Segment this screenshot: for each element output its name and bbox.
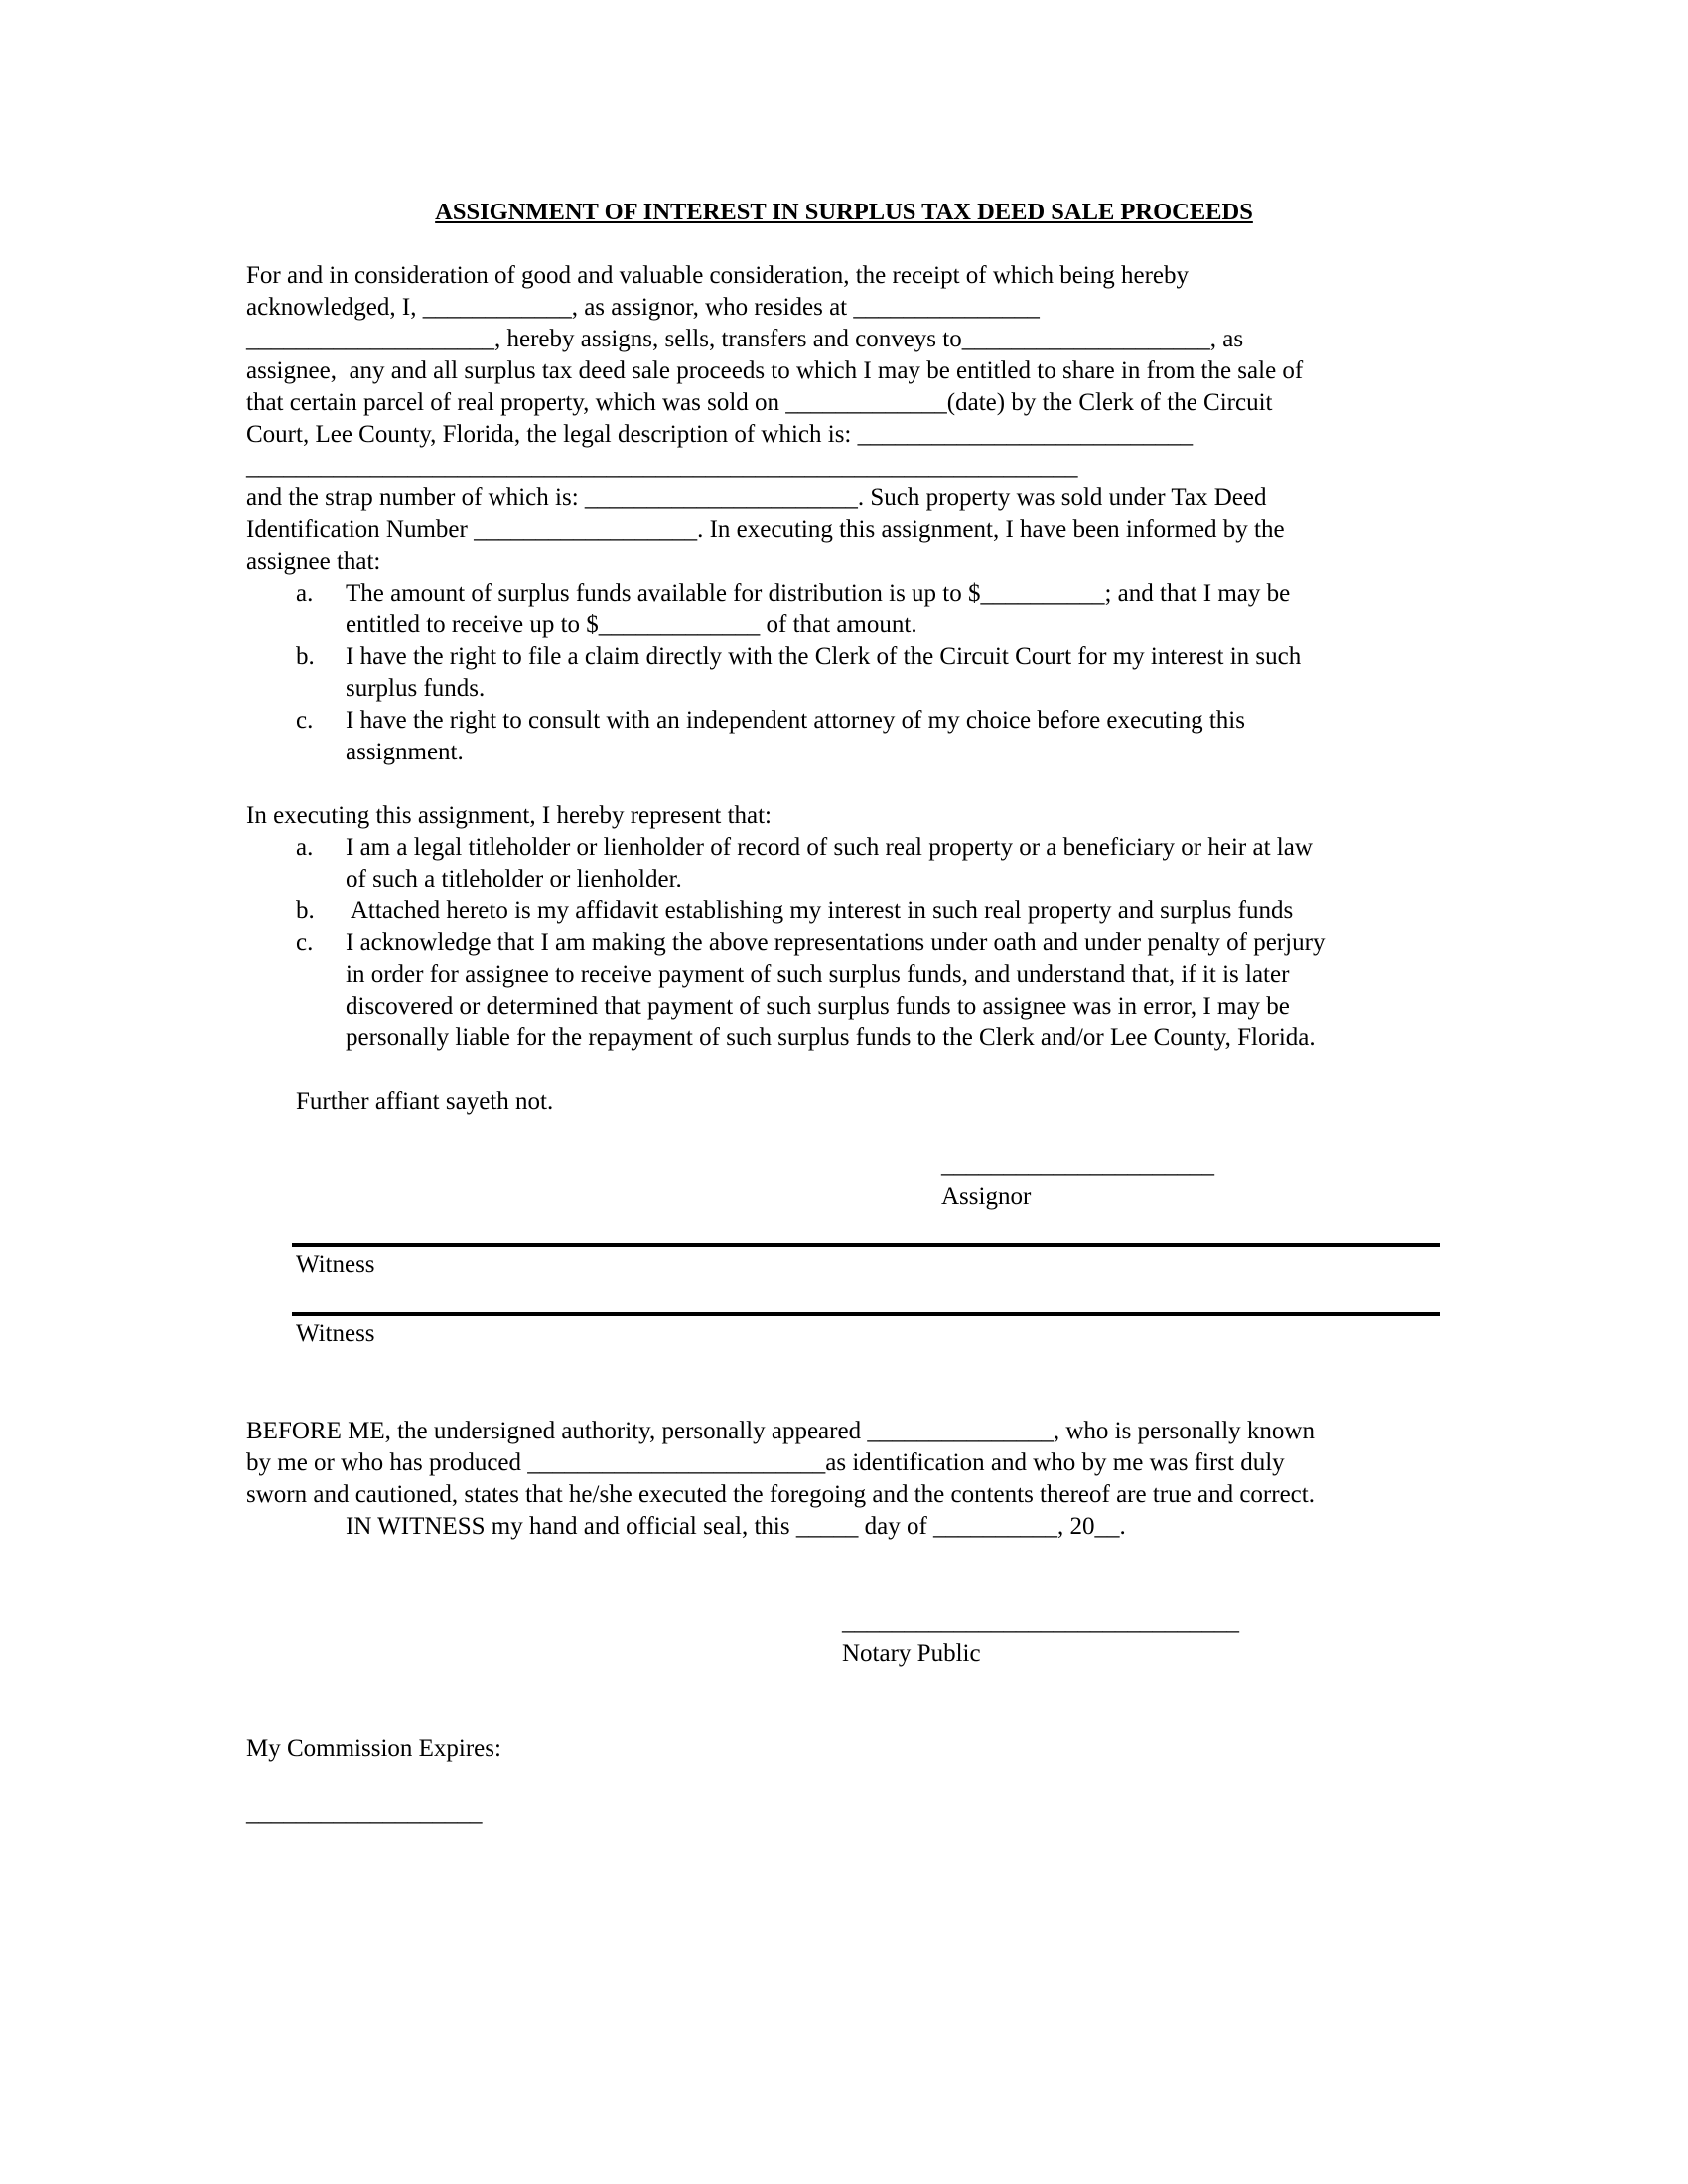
witness-label: Witness	[296, 1251, 375, 1278]
further-affiant: Further affiant sayeth not.	[296, 1088, 554, 1115]
list-item-line: Attached hereto is my affidavit establishing my interest in such real property and surplus funds	[346, 897, 1294, 924]
intro-line: Court, Lee County, Florida, the legal description of which is: ___________________________	[246, 421, 1194, 448]
list-item-line: surplus funds.	[346, 675, 486, 702]
list-item-line: personally liable for the repayment of such surplus funds to the Clerk and/or Lee County, Florida.	[346, 1024, 1316, 1051]
intro-line: Identification Number __________________. In executing this assignment, I have been informed by the	[246, 516, 1285, 543]
list-marker: b.	[296, 897, 315, 924]
list-item-line: I am a legal titleholder or lienholder of record of such real property or a beneficiary or heir at law	[346, 834, 1313, 861]
list-marker: c.	[296, 707, 314, 734]
intro-line: assignee that:	[246, 548, 381, 575]
witness-label: Witness	[296, 1320, 375, 1347]
intro-line: that certain parcel of real property, which was sold on _____________(date) by the Clerk of the Circuit	[246, 389, 1273, 416]
intro-line: For and in consideration of good and valuable consideration, the receipt of which being hereby	[246, 262, 1190, 289]
intro-line: and the strap number of which is: ______________________. Such property was sold under Tax Deed	[246, 484, 1267, 511]
intro-line: acknowledged, I, ____________, as assignor, who resides at _______________	[246, 294, 1040, 321]
list-item-line: I have the right to consult with an independent attorney of my choice before executing this	[346, 707, 1245, 734]
list-item-line: I acknowledge that I am making the above representations under oath and under penalty of perjury	[346, 929, 1326, 956]
list-item-line: The amount of surplus funds available for distribution is up to $__________; and that I may be	[346, 580, 1291, 607]
commission-line: ___________________	[246, 1799, 483, 1826]
notary-text-line: BEFORE ME, the undersigned authority, personally appeared _______________, who is personally known	[246, 1418, 1315, 1444]
notary-text-line: sworn and cautioned, states that he/she executed the foregoing and the contents thereof are true and correct.	[246, 1481, 1315, 1508]
list-item-line: in order for assignee to receive payment of such surplus funds, and understand that, if it is later	[346, 961, 1290, 988]
list-marker: b.	[296, 643, 315, 670]
list-item-line: I have the right to file a claim directly with the Clerk of the Circuit Court for my interest in such	[346, 643, 1302, 670]
assignor-signature-line: ______________________	[941, 1152, 1214, 1178]
witness-signature-line	[292, 1243, 1440, 1247]
list-marker: c.	[296, 929, 314, 956]
assignor-label: Assignor	[941, 1183, 1032, 1210]
intro-line: ____________________, hereby assigns, sells, transfers and conveys to____________________, as	[246, 326, 1244, 352]
notary-signature-line: ________________________________	[842, 1608, 1239, 1635]
list-item-line: of such a titleholder or lienholder.	[346, 866, 682, 892]
witness-seal-line: IN WITNESS my hand and official seal, this _____ day of __________, 20__.	[346, 1513, 1126, 1540]
represent-intro: In executing this assignment, I hereby represent that:	[246, 802, 773, 829]
list-marker: a.	[296, 834, 314, 861]
intro-line: ___________________________________________________________________	[246, 453, 1078, 479]
list-item-line: discovered or determined that payment of such surplus funds to assignee was in error, I may be	[346, 993, 1290, 1020]
witness-signature-line	[292, 1312, 1440, 1316]
list-item-line: assignment.	[346, 739, 464, 765]
commission-expires: My Commission Expires:	[246, 1735, 501, 1762]
list-item-line: entitled to receive up to $_____________ of that amount.	[346, 612, 917, 638]
document-title: ASSIGNMENT OF INTEREST IN SURPLUS TAX DEED SALE PROCEEDS	[435, 199, 1253, 225]
notary-label: Notary Public	[842, 1640, 981, 1667]
list-marker: a.	[296, 580, 314, 607]
notary-text-line: by me or who has produced ________________________as identification and who by me was first duly	[246, 1449, 1285, 1476]
intro-line: assignee, any and all surplus tax deed sale proceeds to which I may be entitled to share in from the sale of	[246, 357, 1304, 384]
